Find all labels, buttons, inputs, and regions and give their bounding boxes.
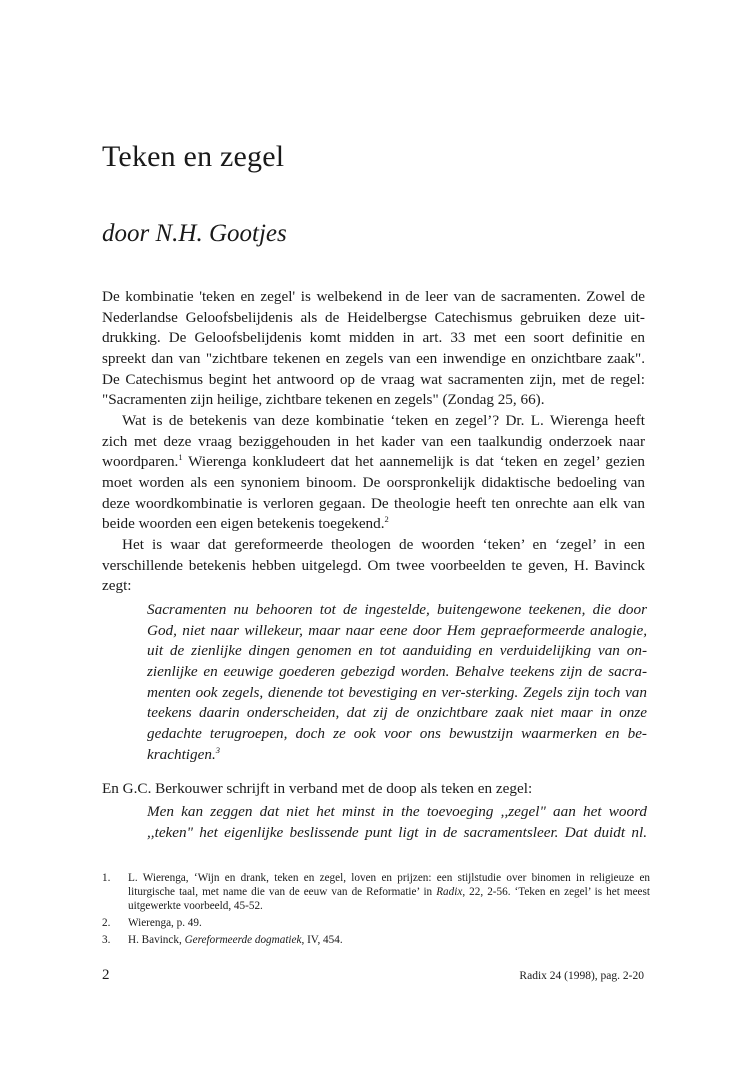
page-number: 2 — [102, 967, 110, 983]
paragraph-3 — [102, 535, 645, 597]
text-line: En G.C. Berkouwer schrijft in verband met de doop als teken en zegel: — [102, 780, 533, 797]
quote-line: Sacramenten nu behooren tot de ingestelde, buitengewone teekenen, die door — [147, 601, 647, 618]
quote-line: ,,teken" het eigenlijke beslissende punt ligt in de sacramentsleer. Dat duidt nl. — [147, 823, 647, 841]
footnote-ref-2[interactable]: 2 — [384, 514, 389, 525]
block-quote-bavinck — [102, 600, 645, 766]
footnote-number: 2. — [102, 917, 111, 929]
text-span: krachtigen. — [147, 745, 216, 763]
footnote-2 — [102, 916, 650, 930]
block-quote-berkouwer — [102, 802, 645, 843]
text-line: Het is waar dat gereformeerde theologen de woorden ‘teken’ en ‘zegel’ in een — [122, 536, 645, 553]
quote-line: Men kan zeggen dat niet het minst in the toevoeging ,,zegel" aan het woord — [147, 803, 647, 820]
footnote-ref-3[interactable]: 3 — [215, 744, 220, 755]
text-span: woordparen. — [102, 453, 179, 471]
text-line: De kombinatie 'teken en zegel' is welbekend in de leer van de sacramenten. Zowel de — [102, 288, 645, 305]
quote-line: zienlijke en eeuwige goederen gebezigd worden. Behalve teekens zijn de sacra- — [147, 663, 647, 681]
text-line: "Sacramenten zijn heilige, zichtbare tekenen en zegels" (Zondag 25, 66). — [102, 391, 545, 409]
paragraph-1 — [102, 287, 645, 411]
text-line: Nederlandse Geloofsbelijdenis als de Heidelbergse Catechismus gebruiken deze uit- — [102, 308, 645, 326]
text-line: verschillende betekenis hebben uitgelegd. Om twee voorbeelden te geven, H. Bavinck — [102, 556, 645, 574]
text-line: moet worden als een synoniem binoom. De oorspronkelijk didaktische bedoeling van — [102, 474, 645, 492]
text-line: deze woordkombinatie is verloren gegaan. De theologie heeft ten onrechte aan elk van — [102, 494, 645, 512]
text-span: H. Bavinck, — [128, 934, 185, 946]
article-author: door N.H. Gootjes — [102, 220, 287, 247]
footnote-1 — [102, 871, 650, 913]
quote-line — [102, 745, 647, 766]
footnote-text — [128, 933, 650, 947]
text-span: , 22, 2-56. ‘Teken en zegel’ is het meest uitgewerkte voorbeeld, 45-52. — [128, 886, 650, 912]
text-line: zich met deze vraag beziggehouden in het kader van een taalkundig onderzoek naar — [102, 432, 645, 450]
text-span-italic: Radix — [436, 886, 463, 898]
text-line: Wat is de betekenis van deze kombinatie ‘teken en zegel’? Dr. L. Wierenga heeft — [122, 412, 645, 429]
text-line: zegt: — [102, 577, 132, 595]
text-span: Wierenga, p. 49. — [128, 917, 202, 929]
article-title: Teken en zegel — [102, 140, 285, 173]
paragraph-4 — [102, 779, 645, 800]
footnote-text — [128, 871, 650, 913]
quote-line: gedachte terugroepen, doch ze ook voor ons bewustzijn waarmerken en be- — [147, 725, 647, 743]
footnote-number: 1. — [102, 872, 111, 884]
text-line — [102, 514, 645, 535]
footnotes — [102, 871, 650, 950]
running-footer: Radix 24 (1998), pag. 2-20 — [519, 970, 644, 982]
text-span-italic: Gereformeerde dogmatiek — [184, 934, 302, 946]
quote-line: uit de zienlijke dingen genomen en tot aanduiding en verduidelijking van on- — [147, 642, 647, 660]
footnote-ref-1[interactable]: 1 — [178, 452, 183, 463]
text-line: drukking. De Geloofsbelijdenis komt midden in art. 33 met een soort definitie en — [102, 329, 645, 347]
quote-line: menten ook zegels, dienende tot bevestiging en ver-sterking. Zegels zijn toch van — [147, 683, 647, 701]
footnote-text — [128, 916, 650, 930]
quote-line: teekens daarin onderscheiden, dat zij de onzichtbare zaak niet maar in onze — [147, 704, 647, 722]
text-line — [102, 452, 645, 473]
text-line: De Catechismus begint het antwoord op de vraag wat sacramenten zijn, met de regel: — [102, 370, 645, 388]
text-span: , IV, 454. — [301, 934, 343, 946]
text-span: L. Wierenga, ‘Wijn en drank, teken en zegel, loven en prijzen: een stijlstudie over binomen in religieuze en liturgische taal, met name die van de eeuw van de Reformatie’ in — [128, 872, 650, 898]
footnote-3 — [102, 933, 650, 947]
text-span: Wierenga konkludeert dat het aannemelijk is dat ‘teken en zegel’ gezien — [182, 453, 645, 471]
text-line: spreekt dan van "zichtbare tekenen en zegels van een inwendige en onzichtbare zaak". — [102, 350, 645, 368]
footnote-number: 3. — [102, 934, 111, 946]
quote-line: God, niet naar willekeur, maar naar eene door Hem gepraeformeerde analogie, — [147, 621, 647, 639]
paragraph-2 — [102, 411, 645, 535]
text-span: beide woorden een eigen betekenis toegekend. — [102, 515, 385, 533]
